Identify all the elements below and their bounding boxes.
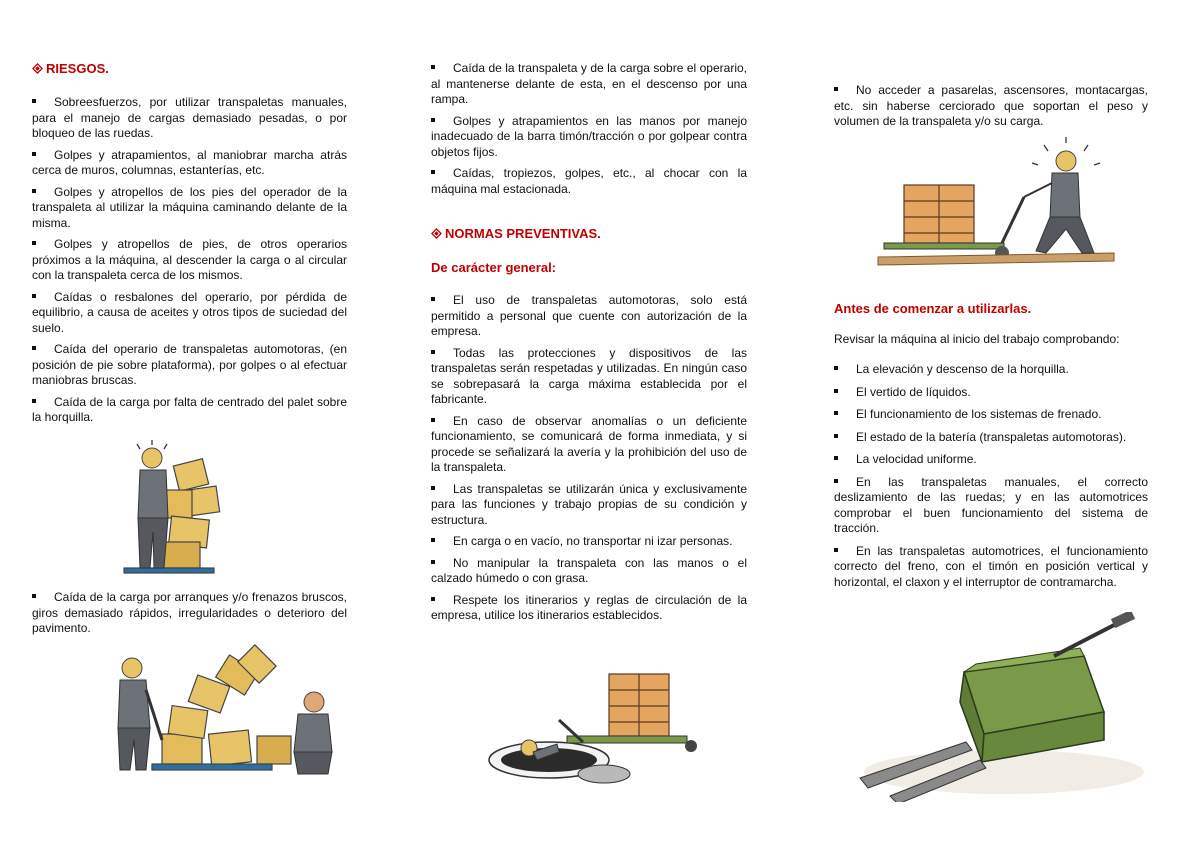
list-item-text: Caída de la carga por falta de centrado del palet sobre la horquilla.: [32, 394, 347, 424]
antes-intro: Revisar la máquina al inicio del trabajo comprobando:: [834, 332, 1120, 346]
list-item-text: Golpes y atrapamientos en las manos por manejo inadecuado de la barra timón/tracción o por golpear contra objetos fijos.: [431, 113, 747, 159]
normas-subtitle: De carácter general:: [431, 260, 557, 275]
list-item: [431, 114, 747, 161]
list-item-text: La elevación y descenso de la horquilla.: [856, 362, 1069, 376]
square-bullet-icon: [834, 456, 838, 460]
list-item-text: Caída del operario de transpaletas automotoras, (en posición de pie sobre plataforma), por golpes o al efectuar maniobras bruscas.: [32, 342, 347, 387]
list-item: [431, 293, 747, 340]
worker-stacked-boxes-illustration: [118, 440, 238, 580]
square-bullet-icon: [431, 560, 435, 564]
square-bullet-icon: [32, 99, 36, 103]
square-bullet-icon: [431, 597, 435, 601]
section-riesgos-title: [32, 61, 109, 76]
section-normas-title: [431, 226, 601, 241]
square-bullet-icon: [431, 350, 435, 354]
diamond-bullet-icon: [32, 63, 43, 74]
list-item-text: Respete los itinerarios y reglas de circulación de la empresa, utilice los itinerarios establecidos.: [431, 592, 747, 622]
list-item: [431, 593, 747, 624]
riesgos-list: [32, 95, 347, 432]
list-item: [834, 83, 1148, 130]
square-bullet-icon: [32, 294, 36, 298]
falling-load-illustration: [92, 640, 352, 780]
manhole-accident-illustration: [459, 660, 729, 790]
list-item: [32, 148, 347, 179]
list-item: [431, 346, 747, 408]
square-bullet-icon: [32, 594, 36, 598]
list-item-text: En caso de observar anomalías o un deficiente funcionamiento, se comunicará de forma inmediata, y si procede se señalizará la avería y la prohibición del uso de la transpaleta.: [431, 413, 747, 474]
normas-list: [431, 293, 747, 630]
list-item: [32, 395, 347, 426]
normas-heading: NORMAS PREVENTIVAS.: [445, 226, 601, 241]
list-item-text: En carga o en vacío, no transportar ni izar personas.: [453, 534, 733, 548]
list-item-text: Caídas o resbalones del operario, por pérdida de equilibrio, a causa de aceites y otros tipos de suciedad del suelo.: [32, 289, 347, 335]
list-item: [834, 475, 1148, 537]
list-item-text: Golpes y atropellos de los pies del operador de la transpaleta al utilizar la máquina caminando delante de la misma.: [32, 184, 347, 230]
list-item-text: Golpes y atrapamientos, al maniobrar marcha atrás cerca de muros, columnas, estanterías, etc.: [32, 147, 347, 177]
list-item-text: Sobreesfuerzos, por utilizar transpaletas manuales, para el manejo de cargas demasiado pesadas, o por bloqueo de las ruedas.: [32, 95, 347, 140]
square-bullet-icon: [431, 170, 435, 174]
list-item: [32, 95, 347, 142]
list-item: [32, 237, 347, 284]
antes-subtitle: Antes de comenzar a utilizarlas.: [834, 301, 1032, 316]
list-item: [834, 407, 1148, 423]
list-item-text: La velocidad uniforme.: [856, 452, 977, 466]
square-bullet-icon: [431, 297, 435, 301]
list-item: [834, 430, 1148, 446]
diamond-bullet-icon: [431, 228, 442, 239]
list-item: [834, 362, 1148, 378]
riesgos-list-continued: [32, 590, 347, 643]
list-item: [431, 534, 747, 550]
list-item-text: El vertido de líquidos.: [856, 384, 971, 399]
list-item: [32, 590, 347, 637]
list-item: [431, 414, 747, 476]
worker-pushing-pallet-illustration: [874, 135, 1124, 270]
list-item: [834, 452, 1148, 468]
square-bullet-icon: [431, 118, 435, 122]
list-item-text: El uso de transpaletas automotoras, solo está permitido a personal que cuente con autorización de la empresa.: [431, 293, 747, 338]
list-item-text: Todas las protecciones y dispositivos de las transpaletas serán respetadas y utilizadas. En ningún caso se sobrepasará la carga máxima establecida por el fabricante.: [431, 345, 747, 406]
list-item-text: No acceder a pasarelas, ascensores, montacargas, etc. sin haberse cerciorado que soportan el peso y volumen de la transpaleta y/o su carga.: [834, 83, 1148, 128]
square-bullet-icon: [32, 189, 36, 193]
antes-checklist: [834, 362, 1148, 597]
square-bullet-icon: [834, 87, 838, 91]
square-bullet-icon: [834, 434, 838, 438]
list-item: [431, 166, 747, 197]
list-item: [32, 290, 347, 337]
list-item-text: No manipular la transpaleta con las manos o el calzado húmedo o con grasa.: [431, 555, 747, 585]
list-item-text: En las transpaletas automotrices, el funcionamiento correcto del freno, con el timón en posición vertical y horizontal, el claxon y el interruptor de contramarcha.: [834, 543, 1148, 589]
list-item: [834, 544, 1148, 591]
square-bullet-icon: [431, 65, 435, 69]
square-bullet-icon: [32, 399, 36, 403]
square-bullet-icon: [431, 538, 435, 542]
square-bullet-icon: [834, 389, 838, 393]
list-item: [32, 185, 347, 232]
square-bullet-icon: [834, 479, 838, 483]
list-item: [431, 61, 747, 108]
list-item-text: Golpes y atropellos de pies, de otros operarios próximos a la máquina, al descender la carga o al circular con la transpaleta cerca de los mismos.: [32, 237, 347, 282]
list-item: [32, 342, 347, 389]
list-item-text: Caídas, tropiezos, golpes, etc., al chocar con la máquina mal estacionada.: [431, 166, 747, 196]
square-bullet-icon: [834, 411, 838, 415]
list-item: [834, 385, 1148, 401]
square-bullet-icon: [32, 152, 36, 156]
square-bullet-icon: [32, 241, 36, 245]
riesgos-list-part-2: [431, 61, 747, 203]
list-item-text: El estado de la batería (transpaletas automotoras).: [856, 429, 1127, 444]
square-bullet-icon: [834, 548, 838, 552]
list-item-text: Las transpaletas se utilizarán única y exclusivamente para las funciones y trabajo propias de su condición y estructura.: [431, 481, 747, 527]
list-item-text: Caída de la transpaleta y de la carga sobre el operario, al mantenerse delante de esta, en el descenso por una rampa.: [431, 61, 747, 106]
square-bullet-icon: [834, 366, 838, 370]
list-item: [431, 556, 747, 587]
electric-pallet-truck-illustration: [854, 612, 1154, 802]
list-item-text: Caída de la carga por arranques y/o frenazos bruscos, giros demasiado rápidos, irregularidades o deterioro del pavimento.: [32, 590, 347, 635]
list-item: [431, 482, 747, 529]
square-bullet-icon: [32, 346, 36, 350]
list-item-text: En las transpaletas manuales, el correcto deslizamiento de las ruedas; y en las automotrices comprobar el buen funcionamiento del sistema de tracción.: [834, 474, 1148, 535]
riesgos-heading: RIESGOS.: [46, 61, 109, 76]
square-bullet-icon: [431, 486, 435, 490]
square-bullet-icon: [431, 418, 435, 422]
normas-list-continued: [834, 83, 1148, 136]
list-item-text: El funcionamiento de los sistemas de frenado.: [856, 407, 1102, 421]
